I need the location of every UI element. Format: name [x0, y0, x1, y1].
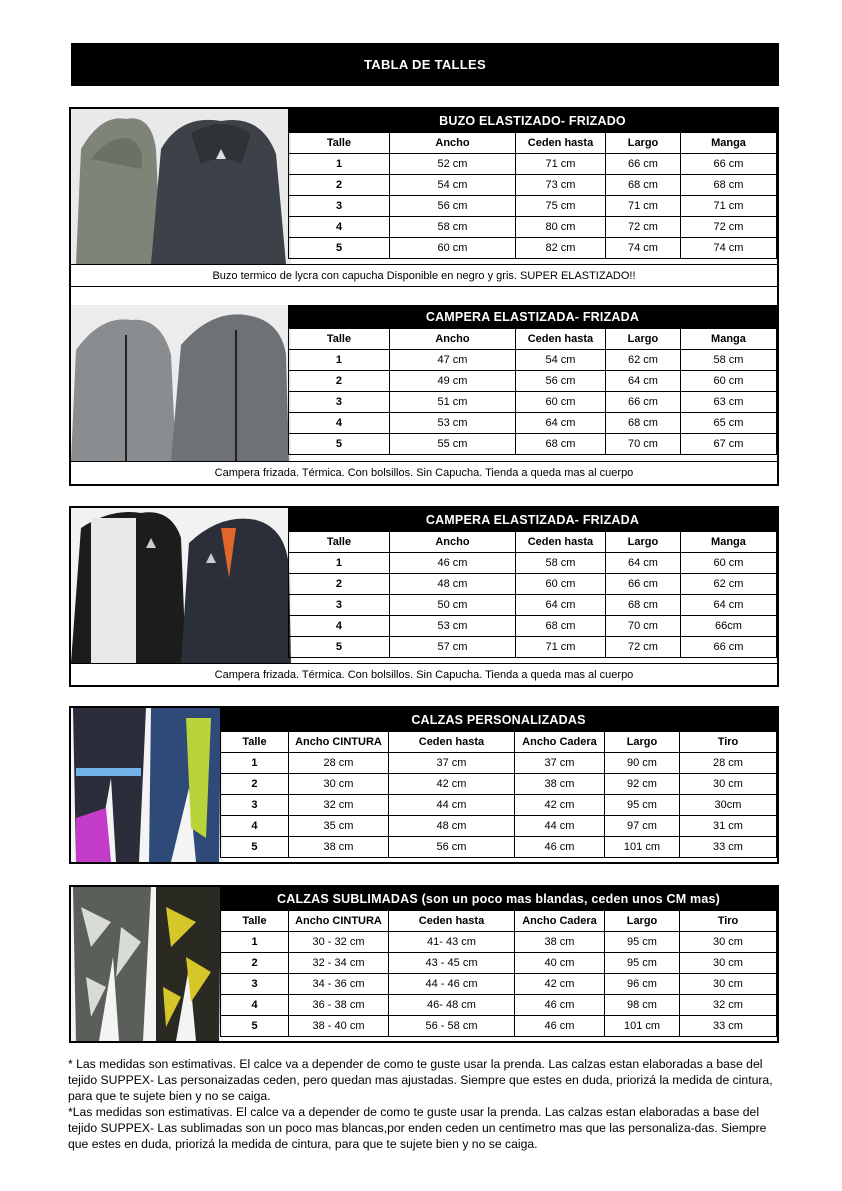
table-cell: 49 cm — [389, 371, 515, 392]
table-cell: 65 cm — [680, 413, 776, 434]
size-table-campera-1 — [288, 305, 777, 455]
column-header: Manga — [680, 329, 776, 350]
table-cell: 30 cm — [680, 932, 777, 953]
table-cell: 54 cm — [515, 350, 605, 371]
table-cell: 95 cm — [604, 795, 679, 816]
section-campera-2 — [69, 506, 779, 687]
table-cell: 42 cm — [514, 795, 604, 816]
product-photo-calzas-sublimadas — [71, 887, 223, 1041]
table-cell: 30 - 32 cm — [289, 932, 389, 953]
table-cell: 66 cm — [605, 392, 680, 413]
table-cell: 92 cm — [604, 774, 679, 795]
column-header: Ancho — [390, 133, 516, 154]
table-cell: 47 cm — [389, 350, 515, 371]
table-cell: 60 cm — [390, 238, 516, 259]
table-row — [288, 392, 776, 413]
table-cell: 30cm — [679, 795, 776, 816]
table-cell: 62 cm — [680, 574, 776, 595]
table-row — [289, 196, 777, 217]
table-cell: 3 — [288, 595, 389, 616]
table-cell: 68 cm — [515, 434, 605, 455]
table-cell: 82 cm — [516, 238, 606, 259]
table-cell: 58 cm — [515, 553, 605, 574]
column-header: Ceden hasta — [388, 732, 514, 753]
section-calzas-personalizadas — [69, 706, 779, 864]
table-cell: 66 cm — [680, 637, 776, 658]
table-row — [221, 932, 777, 953]
table-cell: 31 cm — [679, 816, 776, 837]
table-cell: 4 — [221, 995, 289, 1016]
column-header: Talle — [220, 732, 288, 753]
table-cell: 53 cm — [389, 413, 515, 434]
table-cell: 68 cm — [605, 413, 680, 434]
table-cell: 5 — [289, 238, 390, 259]
table-row — [288, 371, 776, 392]
table-cell: 35 cm — [288, 816, 388, 837]
column-header: Ceden hasta — [516, 133, 606, 154]
table-cell: 3 — [289, 196, 390, 217]
table-cell: 3 — [220, 795, 288, 816]
table-cell: 1 — [289, 154, 390, 175]
table-cell: 68 cm — [515, 616, 605, 637]
table-cell: 64 cm — [515, 595, 605, 616]
table-row — [220, 816, 776, 837]
table-cell: 1 — [220, 753, 288, 774]
table-cell: 38 cm — [515, 932, 605, 953]
table-row — [221, 995, 777, 1016]
table-cell: 30 cm — [680, 953, 777, 974]
table-cell: 56 cm — [515, 371, 605, 392]
table-cell: 5 — [221, 1016, 289, 1037]
table-cell: 34 - 36 cm — [289, 974, 389, 995]
table-cell: 55 cm — [389, 434, 515, 455]
column-header: Ancho Cadera — [514, 732, 604, 753]
table-cell: 62 cm — [605, 350, 680, 371]
section-title: CALZAS SUBLIMADAS (son un poco mas blandas, ceden unos CM mas) — [221, 888, 777, 911]
table-row — [288, 350, 776, 371]
table-row — [288, 595, 776, 616]
column-header: Largo — [605, 911, 680, 932]
table-cell: 72 cm — [681, 217, 777, 238]
table-cell: 5 — [288, 637, 389, 658]
column-header: Manga — [681, 133, 777, 154]
table-cell: 48 cm — [388, 816, 514, 837]
table-cell: 4 — [289, 217, 390, 238]
table-cell: 46 cm — [515, 995, 605, 1016]
table-cell: 30 cm — [679, 774, 776, 795]
table-cell: 40 cm — [515, 953, 605, 974]
table-cell: 71 cm — [606, 196, 681, 217]
table-cell: 67 cm — [680, 434, 776, 455]
table-cell: 42 cm — [388, 774, 514, 795]
table-cell: 33 cm — [680, 1016, 777, 1037]
table-cell: 41- 43 cm — [389, 932, 515, 953]
table-row — [289, 175, 777, 196]
table-cell: 52 cm — [390, 154, 516, 175]
column-header: Talle — [288, 329, 389, 350]
table-row — [288, 553, 776, 574]
table-cell: 68 cm — [681, 175, 777, 196]
table-row — [220, 774, 776, 795]
table-cell: 38 cm — [288, 837, 388, 858]
table-cell: 60 cm — [680, 371, 776, 392]
column-header: Manga — [680, 532, 776, 553]
table-cell: 95 cm — [605, 932, 680, 953]
footer-note: * Las medidas son estimativas. El calce va a depender de como te guste usar la prenda. Las calzas estan elaboradas a base del tejido SUPPEX- Las personaizadas ceden, pero quedan mas ajustadas. Siempre que estes en duda, priorizá la medida de cintura, para que te sujete bien y no se caiga. — [68, 1057, 773, 1103]
table-cell: 4 — [220, 816, 288, 837]
table-cell: 54 cm — [390, 175, 516, 196]
column-headers — [289, 133, 777, 154]
table-row — [221, 1016, 777, 1037]
column-header: Ancho Cadera — [515, 911, 605, 932]
table-cell: 64 cm — [515, 413, 605, 434]
table-cell: 70 cm — [605, 434, 680, 455]
table-cell: 71 cm — [515, 637, 605, 658]
table-cell: 30 cm — [288, 774, 388, 795]
table-cell: 58 cm — [390, 217, 516, 238]
table-cell: 32 - 34 cm — [289, 953, 389, 974]
table-row — [289, 217, 777, 238]
table-cell: 56 cm — [390, 196, 516, 217]
table-row — [288, 616, 776, 637]
table-row — [221, 953, 777, 974]
table-cell: 36 - 38 cm — [289, 995, 389, 1016]
table-cell: 101 cm — [604, 837, 679, 858]
table-cell: 1 — [221, 932, 289, 953]
table-cell: 38 - 40 cm — [289, 1016, 389, 1037]
table-cell: 46 cm — [389, 553, 515, 574]
table-cell: 60 cm — [515, 574, 605, 595]
table-cell: 2 — [288, 574, 389, 595]
table-cell: 48 cm — [389, 574, 515, 595]
size-table-buzo — [288, 109, 777, 259]
table-cell: 5 — [288, 434, 389, 455]
table-cell: 68 cm — [605, 595, 680, 616]
table-cell: 70 cm — [605, 616, 680, 637]
column-header: Largo — [604, 732, 679, 753]
table-cell: 90 cm — [604, 753, 679, 774]
table-cell: 71 cm — [516, 154, 606, 175]
table-cell: 53 cm — [389, 616, 515, 637]
table-cell: 74 cm — [606, 238, 681, 259]
table-cell: 28 cm — [288, 753, 388, 774]
table-cell: 71 cm — [681, 196, 777, 217]
table-row — [221, 974, 777, 995]
column-header: Ancho CINTURA — [288, 732, 388, 753]
table-cell: 60 cm — [515, 392, 605, 413]
table-cell: 3 — [288, 392, 389, 413]
table-cell: 33 cm — [679, 837, 776, 858]
product-note: Campera frizada. Térmica. Con bolsillos. Sin Capucha. Tienda a queda mas al cuerpo — [71, 461, 777, 483]
table-cell: 3 — [221, 974, 289, 995]
column-headers — [221, 911, 777, 932]
section-title: BUZO ELASTIZADO- FRIZADO — [289, 110, 777, 133]
column-header: Largo — [605, 532, 680, 553]
page-title: TABLA DE TALLES — [71, 43, 779, 86]
table-cell: 32 cm — [680, 995, 777, 1016]
column-header: Talle — [289, 133, 390, 154]
table-cell: 46- 48 cm — [389, 995, 515, 1016]
table-row — [289, 154, 777, 175]
table-cell: 97 cm — [604, 816, 679, 837]
table-cell: 30 cm — [680, 974, 777, 995]
section-campera-1 — [69, 305, 779, 486]
table-row — [220, 837, 776, 858]
column-header: Ceden hasta — [389, 911, 515, 932]
table-cell: 75 cm — [516, 196, 606, 217]
footer-notes — [68, 1056, 780, 1152]
table-cell: 56 - 58 cm — [389, 1016, 515, 1037]
column-headers — [288, 329, 776, 350]
section-title: CALZAS PERSONALIZADAS — [220, 709, 776, 732]
table-cell: 28 cm — [679, 753, 776, 774]
section-title: CAMPERA ELASTIZADA- FRIZADA — [288, 509, 776, 532]
table-cell: 95 cm — [605, 953, 680, 974]
table-cell: 74 cm — [681, 238, 777, 259]
size-table-campera-2 — [288, 508, 777, 658]
section-buzo — [69, 107, 779, 307]
table-cell: 44 - 46 cm — [389, 974, 515, 995]
product-photo-buzo — [71, 109, 291, 264]
table-cell: 46 cm — [515, 1016, 605, 1037]
column-header: Largo — [605, 329, 680, 350]
size-table-calzas-personalizadas — [220, 708, 777, 858]
table-cell: 63 cm — [680, 392, 776, 413]
table-cell: 2 — [220, 774, 288, 795]
section-calzas-sublimadas — [69, 885, 779, 1043]
table-row — [288, 413, 776, 434]
table-row — [289, 238, 777, 259]
table-cell: 37 cm — [514, 753, 604, 774]
table-cell: 96 cm — [605, 974, 680, 995]
table-cell: 80 cm — [516, 217, 606, 238]
column-header: Tiro — [680, 911, 777, 932]
table-cell: 64 cm — [605, 371, 680, 392]
table-cell: 44 cm — [388, 795, 514, 816]
column-header: Ancho — [389, 532, 515, 553]
table-row — [288, 434, 776, 455]
table-cell: 1 — [288, 350, 389, 371]
table-row — [288, 637, 776, 658]
footer-note: *Las medidas son estimativas. El calce va a depender de como te guste usar la prenda. Las calzas estan elaboradas a base del tejido SUPPEX- Las sublimadas son un poco mas blancas,por enden ceden un centimetro mas que las personaliza-das. Siempre que estes en duda, priorizá la medida de cintura, para que te sujete bien y no se caiga. — [68, 1105, 767, 1151]
table-cell: 32 cm — [288, 795, 388, 816]
table-cell: 72 cm — [606, 217, 681, 238]
table-cell: 66cm — [680, 616, 776, 637]
table-cell: 101 cm — [605, 1016, 680, 1037]
column-header: Talle — [288, 532, 389, 553]
column-header: Largo — [606, 133, 681, 154]
table-row — [288, 574, 776, 595]
product-photo-campera-1 — [71, 305, 291, 461]
table-cell: 2 — [288, 371, 389, 392]
column-header: Talle — [221, 911, 289, 932]
column-header: Ancho CINTURA — [289, 911, 389, 932]
table-cell: 4 — [288, 413, 389, 434]
table-cell: 5 — [220, 837, 288, 858]
product-photo-campera-2 — [71, 508, 291, 663]
table-row — [220, 795, 776, 816]
table-cell: 98 cm — [605, 995, 680, 1016]
table-cell: 51 cm — [389, 392, 515, 413]
product-photo-calzas-personalizadas — [71, 708, 223, 862]
column-headers — [220, 732, 776, 753]
column-header: Tiro — [679, 732, 776, 753]
table-cell: 44 cm — [514, 816, 604, 837]
table-cell: 58 cm — [680, 350, 776, 371]
table-cell: 72 cm — [605, 637, 680, 658]
table-cell: 1 — [288, 553, 389, 574]
table-cell: 66 cm — [605, 574, 680, 595]
table-cell: 60 cm — [680, 553, 776, 574]
column-header: Ceden hasta — [515, 329, 605, 350]
table-cell: 42 cm — [515, 974, 605, 995]
column-headers — [288, 532, 776, 553]
column-header: Ancho — [389, 329, 515, 350]
table-cell: 64 cm — [680, 595, 776, 616]
section-title: CAMPERA ELASTIZADA- FRIZADA — [288, 306, 776, 329]
table-cell: 68 cm — [606, 175, 681, 196]
table-cell: 43 - 45 cm — [389, 953, 515, 974]
table-cell: 66 cm — [681, 154, 777, 175]
table-cell: 38 cm — [514, 774, 604, 795]
table-cell: 4 — [288, 616, 389, 637]
table-cell: 56 cm — [388, 837, 514, 858]
table-cell: 57 cm — [389, 637, 515, 658]
column-header: Ceden hasta — [515, 532, 605, 553]
table-cell: 2 — [221, 953, 289, 974]
size-table-calzas-sublimadas — [220, 887, 777, 1037]
table-cell: 37 cm — [388, 753, 514, 774]
table-cell: 2 — [289, 175, 390, 196]
product-note: Buzo termico de lycra con capucha Disponible en negro y gris. SUPER ELASTIZADO!! — [71, 264, 777, 286]
table-cell: 46 cm — [514, 837, 604, 858]
table-row — [220, 753, 776, 774]
table-cell: 73 cm — [516, 175, 606, 196]
table-cell: 64 cm — [605, 553, 680, 574]
product-note: Campera frizada. Térmica. Con bolsillos. Sin Capucha. Tienda a queda mas al cuerpo — [71, 663, 777, 686]
table-cell: 50 cm — [389, 595, 515, 616]
table-cell: 66 cm — [606, 154, 681, 175]
